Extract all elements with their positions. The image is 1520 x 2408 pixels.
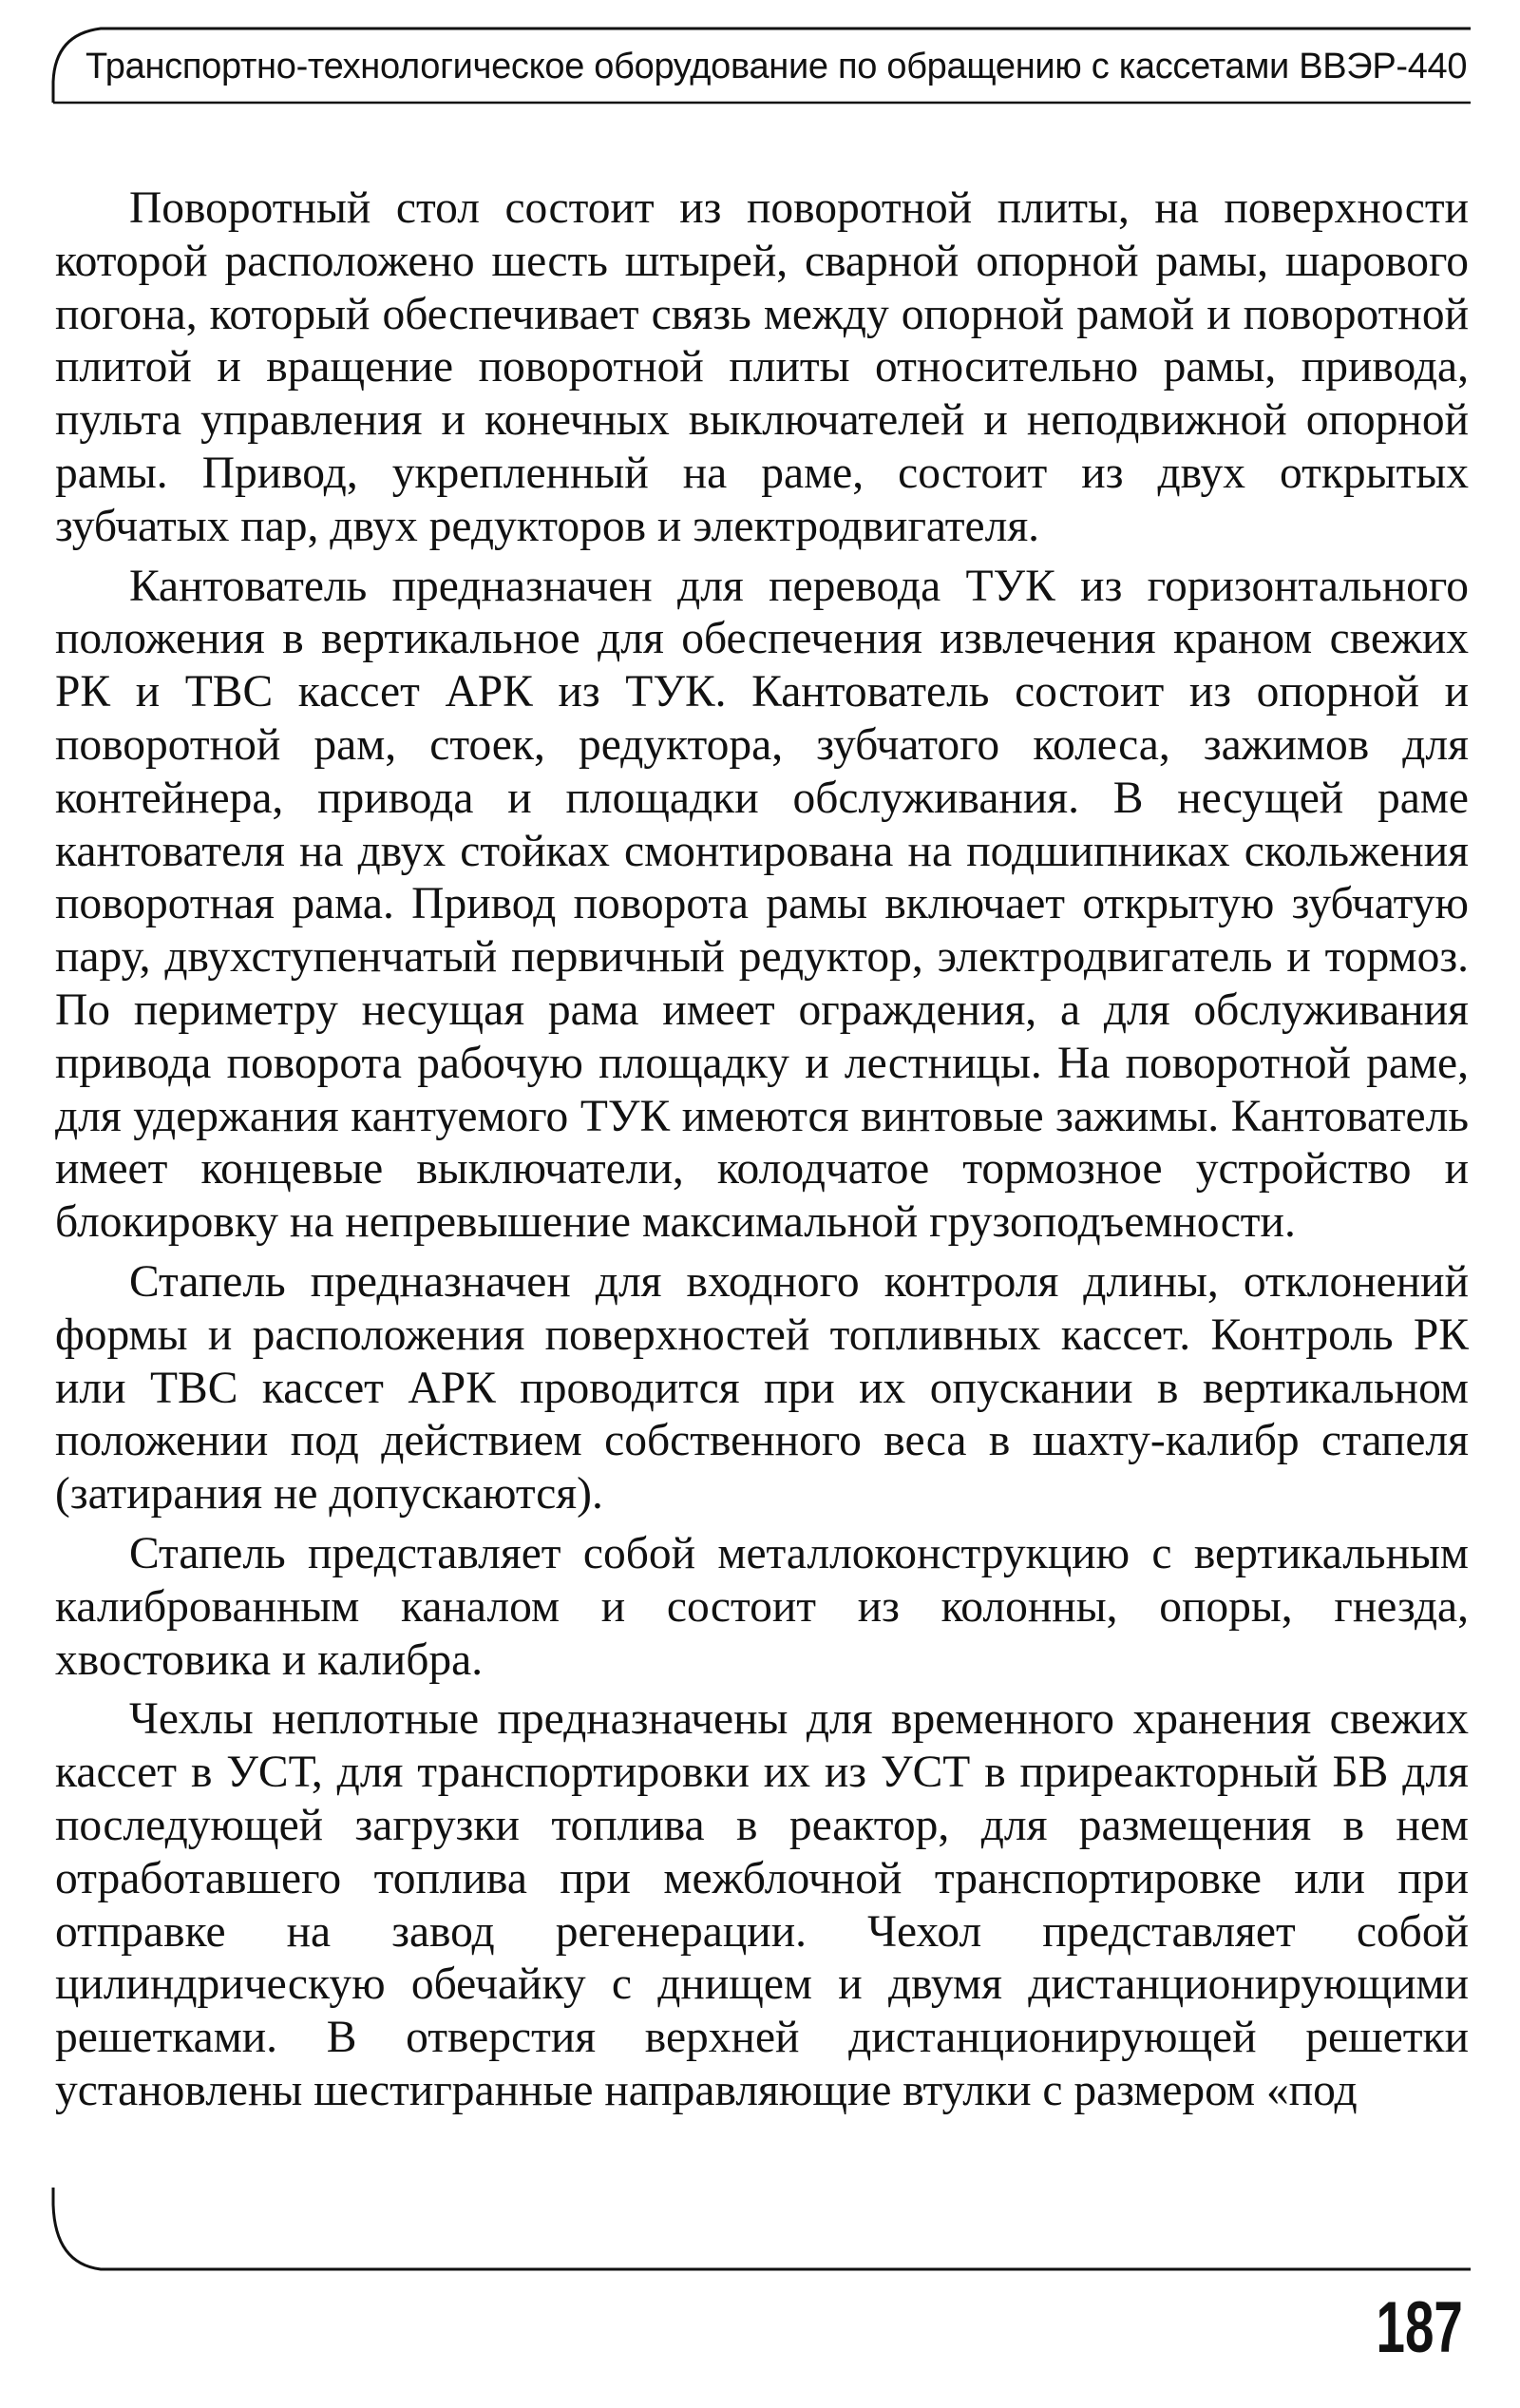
paragraph: Поворотный стол состоит из поворотной плиты, на поверхности которой расположено шесть штырей, сварной опорной рамы, шарового погона, который обеспечивает связь между опорной рамой и поворотной плитой и вращение поворотной плиты относительно рамы, привода, пульта управления и конечных выключателей и неподвижной опорной рамы. Привод, укрепленный на раме, состоит из двух открытых зубчатых пар, двух редукторов и электродвигателя. bbox=[55, 183, 1469, 551]
paragraph: Чехлы неплотные предназначены для временного хранения свежих кассет в УСТ, для транспортировки их из УСТ в приреакторный БВ для последующей загрузки топлива в реактор, для размещения в нем отработавшего топлива при межблочной транспортировке или при отправке на завод регенерации. Чехол представляет собой цилиндрическую обечайку с днищем и двумя дистанционирующими решетками. В отверстия верхней дистанционирующей решетки установлены шестигранные направляющие втулки с размером «под bbox=[55, 1694, 1469, 2115]
paragraph: Стапель предназначен для входного контроля длины, отклонений формы и расположения поверхностей топливных кассет. Контроль РК или ТВС кассет АРК проводится при их опускании в вертикальном положении под действием собственного веса в шахту-калибр стапеля (затирания не допускаются). bbox=[55, 1256, 1469, 1519]
body-text bbox=[55, 182, 1469, 2118]
running-header-title: Транспортно-технологическое оборудование по обращению с кассетами ВВЭР-440 bbox=[86, 47, 1468, 86]
paragraph: Кантователь предназначен для перевода ТУК из горизонтального положения в вертикальное для обеспечения извлечения краном свежих РК и ТВС кассет АРК из ТУК. Кантователь состоит из опорной и поворотной рам, стоек, редуктора, зубчатого колеса, зажимов для контейнера, привода и площадки обслуживания. В несущей раме кантователя на двух стойках смонтирована на подшипниках скольжения поворотная рама. Привод поворота рамы включает открытую зубчатую пару, двухступенчатый первичный редуктор, электродвигатель и тормоз. По периметру несущая рама имеет ограждения, а для обслуживания привода поворота рабочую площадку и лестницы. На поворотной раме, для удержания кантуемого ТУК имеются винтовые зажимы. Кантователь имеет концевые выключатели, колодчатое тормозное устройство и блокировку на непревышение максимальной грузоподъемности. bbox=[55, 561, 1469, 1248]
paragraph: Стапель представляет собой металлоконструкцию с вертикальным калиброванным каналом и состоит из колонны, опоры, гнезда, хвостовика и калибра. bbox=[55, 1528, 1469, 1685]
footer-frame-decoration bbox=[49, 2184, 1472, 2288]
page-number: 187 bbox=[1376, 2287, 1463, 2368]
footer-frame-lines bbox=[49, 2184, 1472, 2288]
